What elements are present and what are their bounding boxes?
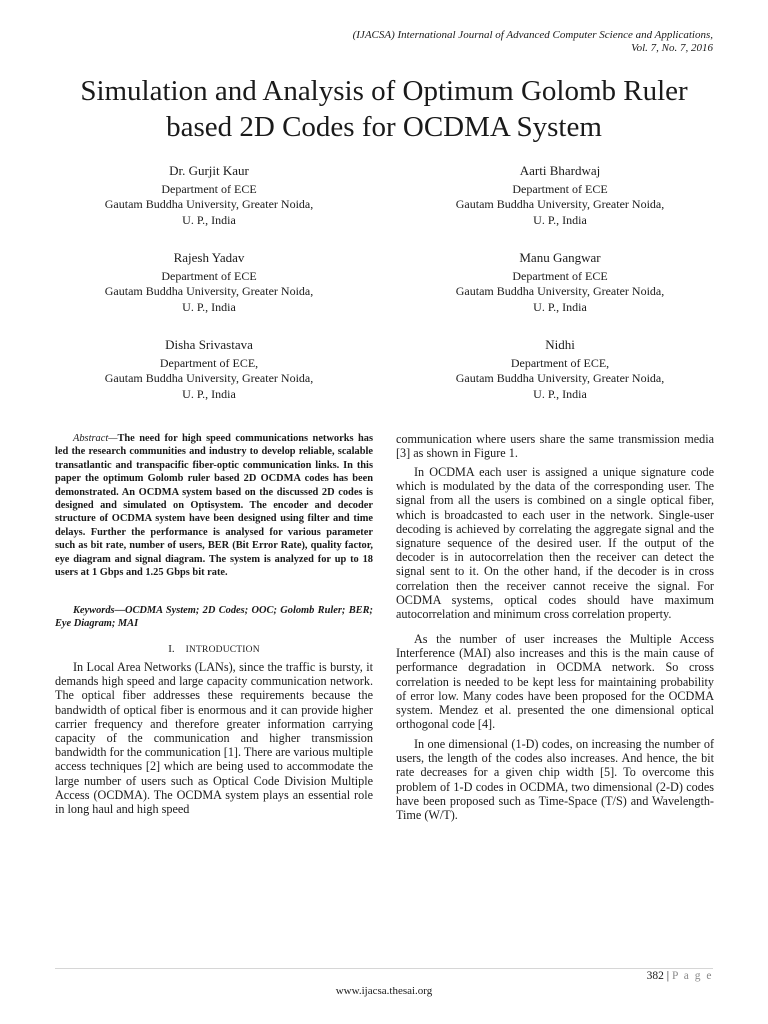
journal-website: www.ijacsa.thesai.org bbox=[335, 985, 433, 997]
paper-title bbox=[30, 73, 738, 145]
page-number bbox=[647, 970, 713, 982]
author-location: U. P., India bbox=[533, 386, 587, 401]
author-location: U. P., India bbox=[182, 299, 236, 314]
author-location: U. P., India bbox=[182, 386, 236, 401]
page-separator: | bbox=[663, 970, 672, 982]
page-number-value: 382 bbox=[646, 970, 664, 982]
author-department: Department of ECE bbox=[161, 181, 257, 196]
author-name: Manu Gangwar bbox=[519, 250, 601, 265]
body-paragraph: In Local Area Networks (LANs), since the traffic is bursty, it demands high speed and large capacity communication network. The optical fiber addresses these requirements because the bandwidth of optical fiber is enormous and it can provide higher carrier frequency and therefore greater information carrying capacity of the communication and higher transmission bandwidth for the communication [1]. There are various multiple access techniques [2] which are being used to accommodate the large number of users such as Optical Code Division Multiple Access (OCDMA). The OCDMA system plays an essential role in long haul and high speed bbox=[55, 660, 373, 817]
author-university: Gautam Buddha University, Greater Noida, bbox=[455, 284, 665, 298]
author-location: U. P., India bbox=[182, 212, 236, 227]
author-name: Aarti Bhardwaj bbox=[519, 163, 601, 178]
body-paragraph: In OCDMA each user is assigned a unique signature code which is modulated by the data of the corresponding user. The signal from all the users is combined on a single optical fiber, which is broadcasted to each user in the network. Single-user decoding is achieved by correlating the aggregate signal and the signature sequence of the desired user. If the output of the decoder is in autocorrelation then the receiver can detect the signal sent to it. On the other hand, if the decoder is in cross correlation then the receiver cannot receive the signal. For OCDMA systems, optical codes should have maximum autocorrelation and minimum cross correlation property. bbox=[396, 465, 714, 622]
author-university: Gautam Buddha University, Greater Noida, bbox=[104, 371, 314, 385]
abstract-label: Abstract— bbox=[73, 433, 118, 444]
author-department: Department of ECE bbox=[512, 181, 608, 196]
author-name: Nidhi bbox=[545, 337, 575, 352]
footer-divider bbox=[55, 968, 713, 969]
author-block bbox=[410, 163, 710, 228]
keywords bbox=[55, 604, 373, 631]
author-name: Rajesh Yadav bbox=[173, 250, 245, 265]
author-location: U. P., India bbox=[533, 299, 587, 314]
section-number: I. bbox=[168, 643, 175, 655]
author-department: Department of ECE, bbox=[510, 355, 610, 370]
body-paragraph: communication where users share the same transmission media [3] as shown in Figure 1. bbox=[396, 432, 714, 461]
author-block bbox=[59, 337, 359, 402]
page-label: P a g e bbox=[671, 970, 713, 982]
author-block bbox=[410, 250, 710, 315]
body-paragraph: As the number of user increases the Multiple Access Interference (MAI) also increases and this is the main cause of performance degradation in OCDMA network. So cross correlation is needed to be kept less for maintaining probability of error low. Many codes have been proposed for the OCDMA system. Mendez et al. presented the one dimensional optical orthogonal code [4]. bbox=[396, 632, 714, 732]
section-heading bbox=[55, 643, 373, 655]
body-paragraph: In one dimensional (1-D) codes, on increasing the number of users, the length of the codes also increases. And hence, the bit rate decreases for a given chip width [5]. To overcome this problem of 1-D codes in OCDMA, two dimensional (2-D) codes have been proposed such as Time-Space (T/S) and Wavelength-Time (W/T). bbox=[396, 737, 714, 823]
author-university: Gautam Buddha University, Greater Noida, bbox=[104, 284, 314, 298]
author-department: Department of ECE, bbox=[159, 355, 259, 370]
author-name: Dr. Gurjit Kaur bbox=[169, 163, 249, 178]
author-department: Department of ECE bbox=[161, 268, 257, 283]
keywords-label: Keywords— bbox=[73, 605, 125, 616]
journal-name: (IJACSA) International Journal of Advanced Computer Science and Applications, bbox=[352, 29, 713, 41]
author-university: Gautam Buddha University, Greater Noida, bbox=[455, 197, 665, 211]
author-block bbox=[59, 163, 359, 228]
author-name: Disha Srivastava bbox=[165, 337, 253, 352]
paper-title-line-1: Simulation and Analysis of Optimum Golomb Ruler bbox=[80, 75, 688, 107]
journal-volume: Vol. 7, No. 7, 2016 bbox=[631, 42, 713, 54]
author-university: Gautam Buddha University, Greater Noida, bbox=[455, 371, 665, 385]
author-block bbox=[59, 250, 359, 315]
abstract-text: The need for high speed communications networks has led the research communities and industry to develop reliable, scalable transatlantic and transpacific fiber-optic communication links. In this paper the optimum Golomb ruler based 2D OCDMA codes has been demonstrated. An OCDMA system based on the discussed 2D codes is designed and simulated on Optisystem. The encoder and decoder structure of OCDMA system have been designed using filter and time delays. Further the performance is analysed for various parameter such as bit rate, number of users, BER (Bit Error Rate), quality factor, eye diagram and signal diagram. The system is analyzed for up to 18 users at 1 Gbps and 1.25 Gbps bit rate. bbox=[55, 433, 373, 579]
abstract bbox=[55, 432, 373, 579]
author-location: U. P., India bbox=[533, 212, 587, 227]
author-block bbox=[410, 337, 710, 402]
paper-title-line-2: based 2D Codes for OCDMA System bbox=[166, 111, 602, 143]
keywords-text: OCDMA System; 2D Codes; OOC; Golomb Ruler; BER; Eye Diagram; MAI bbox=[55, 605, 373, 630]
author-university: Gautam Buddha University, Greater Noida, bbox=[104, 197, 314, 211]
section-title: INTRODUCTION bbox=[185, 645, 260, 655]
author-department: Department of ECE bbox=[512, 268, 608, 283]
